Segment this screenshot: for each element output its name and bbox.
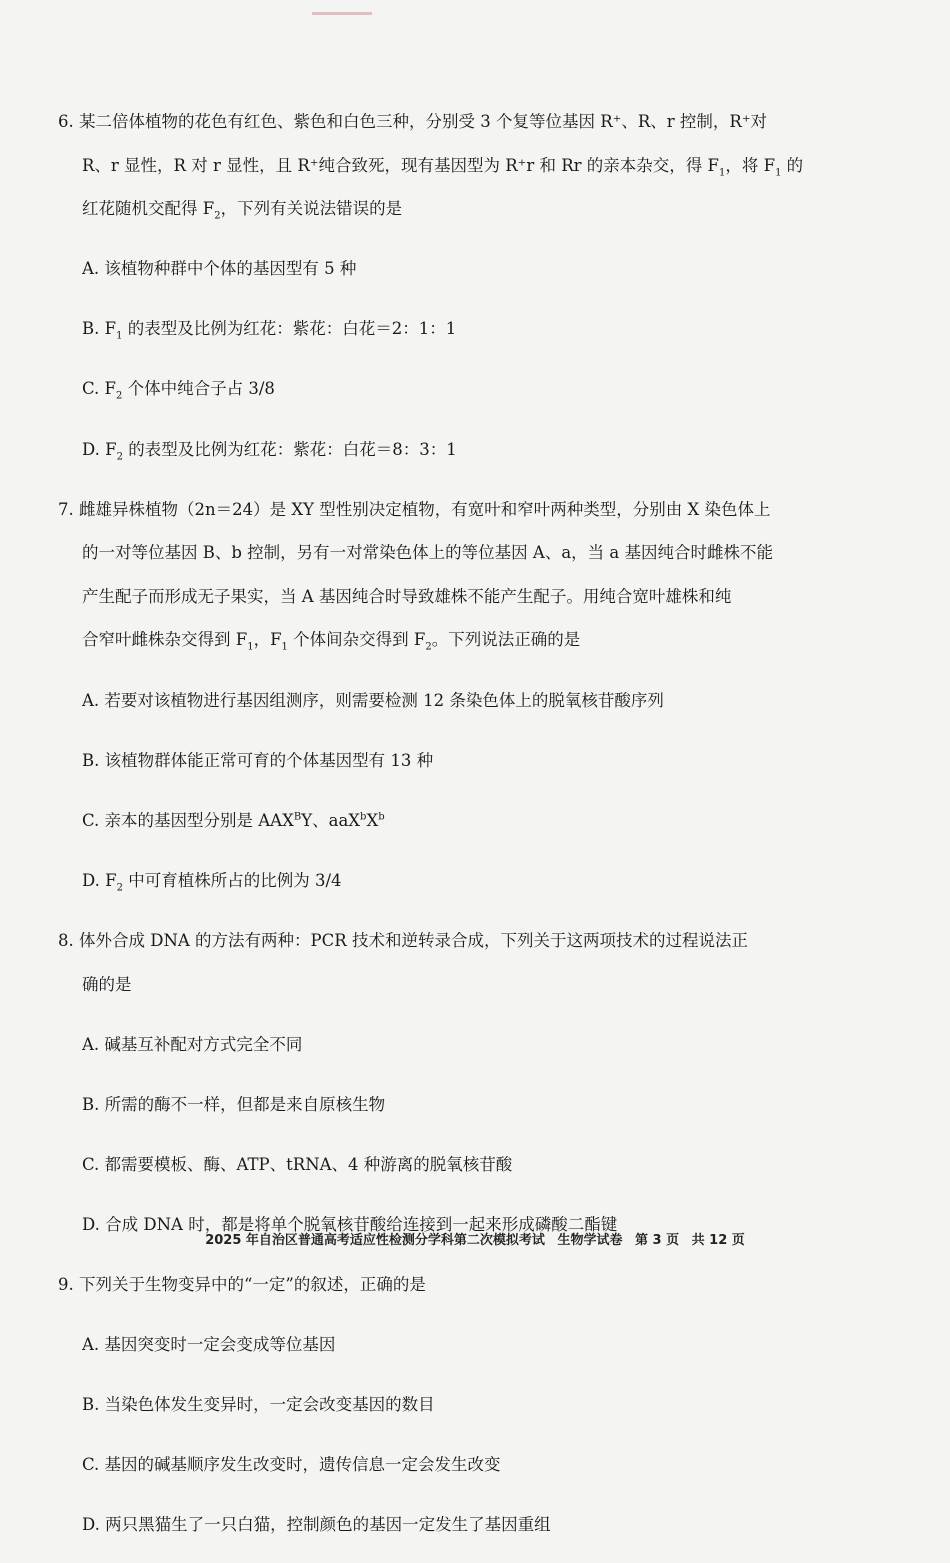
q7-line-2: 的一对等位基因 B、b 控制，另有一对常染色体上的等位基因 A、a，当 a 基因纯合时雌株不能: [82, 543, 774, 563]
page-footer: [0, 1229, 950, 1248]
q8-option-c: C. 都需要模板、酶、ATP、tRNA、4 种游离的脱氧核苷酸: [82, 1154, 513, 1174]
q7-option-a: A. 若要对该植物进行基因组测序，则需要检测 12 条染色体上的脱氧核苷酸序列: [82, 690, 664, 710]
q7-option-d: D. $F_2$ 中可育植株所占的比例为 3/4: [82, 870, 342, 894]
q9-line-1: 9. 下列关于生物变异中的“一定”的叙述，正确的是: [58, 1274, 426, 1294]
q6-line-3: 红花随机交配得 $F_2$，下列有关说法错误的是: [82, 199, 403, 222]
q8-option-d: D. 合成 DNA 时，都是将单个脱氧核苷酸给连接到一起来形成磷酸二酯键: [82, 1214, 618, 1234]
scan-mark: [312, 12, 372, 15]
q7-line-4: 合窄叶雌株杂交得到 $F_1$，$F_1$ 个体间杂交得到 $F_2$。下列说法正确的是: [82, 630, 581, 653]
footer-exam-title: 2025 年自治区普通高考适应性检测分学科第二次模拟考试: [205, 1233, 545, 1248]
footer-page-number: 第 3 页: [635, 1233, 680, 1248]
footer-subject: 生物学试卷: [557, 1233, 623, 1248]
q6-line-1: 6. 某二倍体植物的花色有红色、紫色和白色三种，分别受 3 个复等位基因 R⁺、R、r 控制，R⁺对: [58, 112, 768, 131]
q8-line-1: 8. 体外合成 DNA 的方法有两种：PCR 技术和逆转录合成，下列关于这两项技术的过程说法正: [58, 930, 748, 950]
q9-option-d: D. 两只黑猫生了一只白猫，控制颜色的基因一定发生了基因重组: [82, 1515, 551, 1535]
q6-line-2: R、r 显性，R 对 r 显性，且 R⁺纯合致死，现有基因型为 R⁺r 和 Rr 的亲本杂交，得 $F_1$，将 $F_1$ 的: [82, 155, 804, 178]
q9-option-b: B. 当染色体发生变异时，一定会改变基因的数目: [82, 1395, 435, 1415]
q9-option-a: A. 基因突变时一定会变成等位基因: [82, 1335, 336, 1355]
footer-total-pages: 共 12 页: [691, 1233, 745, 1248]
q7-line-3: 产生配子而形成无子果实，当 A 基因纯合时导致雄株不能产生配子。用纯合宽叶雄株和纯: [82, 586, 732, 606]
q6-option-a: A. 该植物种群中个体的基因型有 5 种: [82, 259, 357, 279]
q7-line-1: 7. 雌雄异株植物（2n＝24）是 XY 型性别决定植物，有宽叶和窄叶两种类型，分别由 X 染色体上: [58, 499, 771, 519]
q8-line-2: 确的是: [82, 974, 132, 994]
q9-option-c: C. 基因的碱基顺序发生改变时，遗传信息一定会发生改变: [82, 1455, 501, 1475]
q6-option-b: B. $F_1$ 的表型及比例为红花：紫花：白花＝2：1：1: [82, 319, 457, 342]
q6-option-c: C. $F_2$ 个体中纯合子占 3/8: [82, 379, 275, 402]
q8-option-a: A. 碱基互补配对方式完全不同: [82, 1034, 303, 1054]
q8-option-b: B. 所需的酶不一样，但都是来自原核生物: [82, 1094, 386, 1114]
q6-option-d: D. $F_2$ 的表型及比例为红花：紫花：白花＝8：3：1: [82, 439, 457, 462]
q7-option-c: C. 亲本的基因型分别是 $AAX^BY$、$aaX^bX^b$: [82, 810, 385, 830]
q7-option-b: B. 该植物群体能正常可育的个体基因型有 13 种: [82, 750, 434, 770]
